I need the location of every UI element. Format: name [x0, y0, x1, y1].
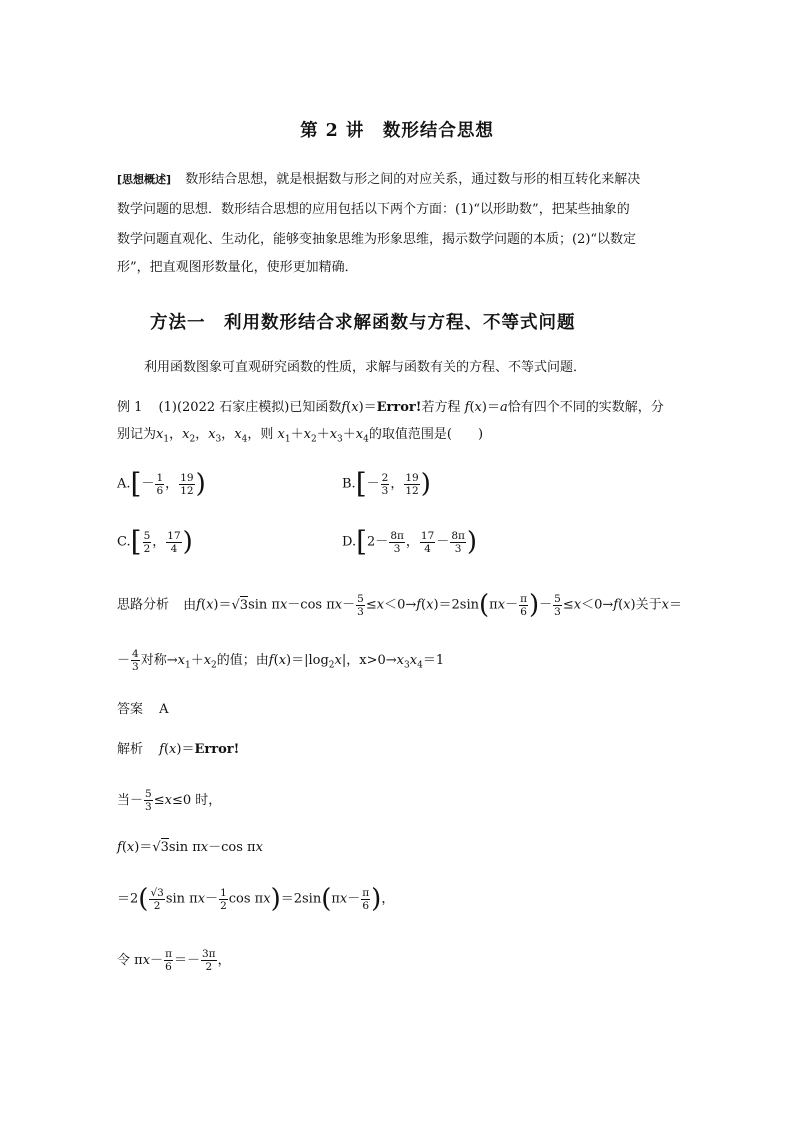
overview-tag: [思想概述]	[117, 173, 172, 186]
solution-let: 令	[117, 953, 131, 968]
analysis-sym: 对称→	[140, 653, 178, 668]
option-c-label: C.	[117, 534, 131, 550]
solution-error: Error!	[194, 742, 240, 757]
option-c[interactable]: C.[ $\frac{5}{2}$ ， $\frac{17}{4}$ )	[117, 525, 193, 558]
analysis-line-2: － $\frac{4}{3}$ 对称$\to x_1+x_2$的值；由$f(x)=|\log_2x|$，$x>0\to x_3x_4=1$	[117, 648, 445, 673]
line2-pre: 别记为	[117, 427, 157, 442]
overview-line-1	[117, 170, 640, 190]
analysis-by: 由	[183, 597, 197, 613]
solution-when: 当	[117, 793, 131, 808]
solution-line-2: 当－ $\frac{5}{3}$ ≤x≤0 时，	[117, 788, 222, 813]
solution-label: 解析	[117, 742, 144, 757]
example-label: 例 1	[117, 400, 143, 415]
overview-text-1: 数形结合思想，就是根据数与形之间的对应关系，通过数与形的相互转化来解决	[185, 172, 641, 187]
answer-value: A	[159, 702, 169, 717]
analysis-label: 思路分析	[117, 597, 170, 613]
overview-line-3: 数学问题直观化、生动化，能够变抽象思维为形象思维，揭示数学问题的本质；(2)“以数定	[117, 232, 637, 247]
solution-line-4: ＝2( $\frac{√3}{2}$ sin πx－ $\frac{1}{2}$ cos πx)＝2sin(πx－ $\frac{\pi}{6}$ )，	[117, 884, 395, 914]
option-b[interactable]: B.[－ $\frac{2}{3}$ ， $\frac{19}{12}$ )	[342, 467, 431, 500]
answer-label: 答案	[117, 702, 144, 717]
analysis-line-1: 思路分析 由f(x)＝√3sin πx－cos πx－ $\frac{5}{3}$ ≤x＜0→f(x)＝2sin(πx－ $\frac{\pi}{6}$ )－ $\frac{5}{3}$ ≤x＜0→f(x)关于x＝	[117, 590, 682, 620]
option-a-label: A.	[117, 476, 131, 492]
solution-line-1: 解析 f(x)＝Error!	[117, 742, 240, 757]
q-end: 恰有四个不同的实数解，分	[507, 400, 664, 415]
overview-line-4: 形”，把直观图形数量化，使形更加精确．	[117, 260, 358, 275]
error-text: Error!	[376, 400, 422, 415]
q-mid: 若方程	[421, 400, 461, 415]
option-d[interactable]: D.[2－ $\frac{8\pi}{3}$ ， $\frac{17}{4}$ － $\frac{8\pi}{3}$ )	[342, 525, 478, 558]
analysis-sym-tail: 的值；由	[216, 653, 269, 668]
example-line-2: 别记为$x_1$，$x_2$，$x_3$，$x_4$，则 $x_1+x_2+x_3+x_4$的取值范围是( )	[117, 427, 484, 445]
solution-line-5: 令 πx－ $\frac{\pi}{6}$ ＝－ $\frac{3\pi}{2}$ ，	[117, 948, 231, 973]
overview-line-2: 数学问题的思想．数形结合思想的应用包括以下两个方面：(1)“以形助数”，把某些抽象的	[117, 202, 630, 217]
analysis-symmetric: 关于	[635, 597, 662, 613]
solution-when-tail: 时，	[195, 793, 222, 808]
answer-line	[117, 700, 169, 720]
example-line-1: 例 1 (1)(2022 石家庄模拟)已知函数f(x)＝Error!若方程 f(x)＝a恰有四个不同的实数解，分	[117, 400, 664, 415]
method-intro: 利用函数图象可直观研究函数的性质，求解与函数有关的方程、不等式问题．	[144, 360, 587, 375]
analysis-tail: x>0→	[359, 653, 397, 668]
solution-line-3: f(x)＝√3sin πx－cos πx	[117, 840, 263, 855]
page-title: 第 2 讲 数形结合思想	[300, 121, 494, 141]
line2-post: 的取值范围是( )	[368, 427, 484, 442]
method-heading: 方法一 利用数形结合求解函数与方程、不等式问题	[150, 313, 576, 333]
option-d-label: D.	[342, 534, 357, 550]
option-a[interactable]: A.[－ $\frac{1}{6}$ ， $\frac{19}{12}$ )	[117, 467, 206, 500]
example-source: (1)(2022 石家庄模拟)已知函数	[158, 400, 342, 415]
option-b-label: B.	[342, 476, 356, 492]
